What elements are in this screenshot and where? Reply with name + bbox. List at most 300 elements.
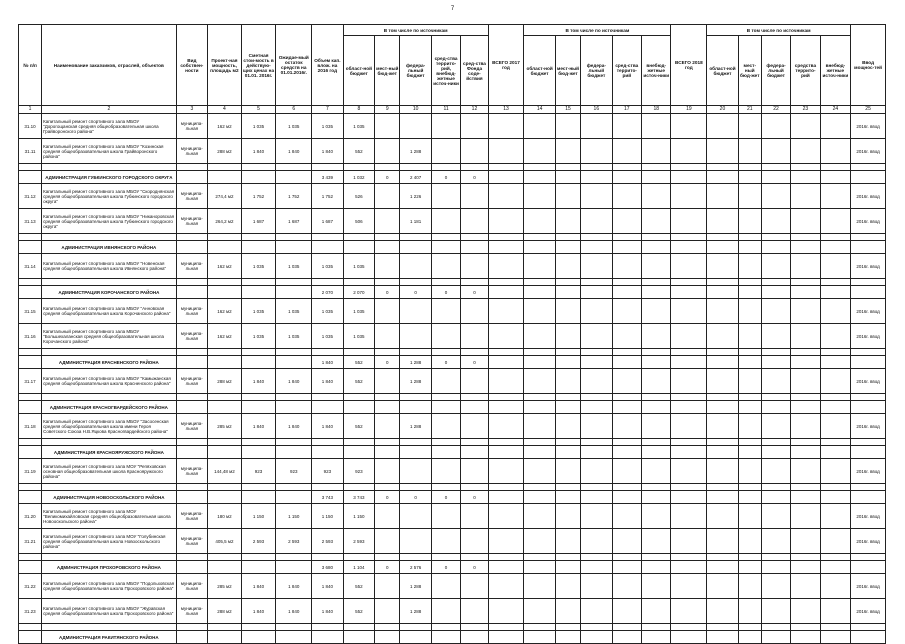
table-cell: 1 840 <box>276 369 312 394</box>
table-cell <box>276 279 312 286</box>
table-cell <box>461 299 488 324</box>
section-row <box>19 631 886 644</box>
table-cell <box>851 164 886 171</box>
table-row <box>19 369 886 394</box>
table-cell <box>820 599 851 624</box>
table-cell <box>431 554 460 561</box>
table-cell <box>524 369 556 394</box>
table-cell: 1 035 <box>343 324 375 349</box>
table-cell <box>555 209 580 234</box>
column-number: 13 <box>488 106 524 114</box>
table-cell <box>42 394 176 401</box>
table-cell <box>19 439 42 446</box>
table-cell <box>461 529 488 554</box>
table-cell <box>431 139 460 164</box>
table-cell <box>524 414 556 439</box>
table-cell <box>400 324 432 349</box>
table-cell <box>761 369 790 394</box>
table-cell <box>208 286 242 299</box>
table-cell <box>612 439 641 446</box>
table-cell <box>671 529 707 554</box>
table-cell <box>488 446 524 459</box>
column-number: 20 <box>707 106 739 114</box>
table-cell <box>241 401 276 414</box>
table-cell: муниципа-льная <box>176 299 208 324</box>
table-cell <box>375 114 400 139</box>
table-cell: 1 840 <box>276 414 312 439</box>
table-cell <box>400 529 432 554</box>
header-local-budget-2017: мест-ный бюд-жет <box>555 36 580 106</box>
table-cell <box>612 401 641 414</box>
table-cell: 1 840 <box>276 599 312 624</box>
table-cell <box>671 631 707 644</box>
table-cell: 1 035 <box>241 254 276 279</box>
table-cell <box>612 446 641 459</box>
table-body <box>19 106 886 644</box>
table-cell <box>375 401 400 414</box>
section-row <box>19 286 886 299</box>
table-cell <box>612 554 641 561</box>
table-cell <box>791 164 820 171</box>
table-cell: муниципа-льная <box>176 504 208 529</box>
table-cell <box>208 401 242 414</box>
table-cell <box>461 254 488 279</box>
table-cell: 0 <box>431 491 460 504</box>
table-cell: 1 035 <box>312 299 344 324</box>
table-cell <box>524 459 556 484</box>
table-cell: 31.13 <box>19 209 42 234</box>
table-cell <box>671 286 707 299</box>
table-cell <box>738 484 761 491</box>
table-cell: 552 <box>343 369 375 394</box>
table-cell <box>642 529 671 554</box>
table-cell: 31.14 <box>19 254 42 279</box>
table-cell <box>851 401 886 414</box>
table-cell <box>241 439 276 446</box>
table-cell <box>524 209 556 234</box>
table-cell <box>761 254 790 279</box>
table-cell <box>19 631 42 644</box>
column-number: 3 <box>176 106 208 114</box>
header-capacity: Проект-ная мощность, площадь м2 <box>208 25 242 106</box>
table-cell <box>431 631 460 644</box>
table-cell <box>312 234 344 241</box>
table-cell <box>276 484 312 491</box>
table-cell: 0 <box>400 286 432 299</box>
table-cell <box>400 241 432 254</box>
table-cell <box>738 279 761 286</box>
table-cell <box>208 164 242 171</box>
table-cell: 1 840 <box>312 356 344 369</box>
table-cell: 1 288 <box>400 139 432 164</box>
table-cell <box>488 574 524 599</box>
table-cell <box>19 561 42 574</box>
table-cell <box>738 114 761 139</box>
table-cell <box>791 561 820 574</box>
table-cell <box>761 356 790 369</box>
table-cell <box>555 164 580 171</box>
table-cell <box>19 401 42 414</box>
table-cell: 1 104 <box>343 561 375 574</box>
table-cell <box>555 184 580 209</box>
table-cell <box>375 349 400 356</box>
table-cell <box>375 459 400 484</box>
table-cell <box>208 241 242 254</box>
table-cell: Капитальный ремонт спортивного зала МБОУ "Никаноровская средняя общеобразовательная школа Губкинского городского округа" <box>42 209 176 234</box>
table-cell <box>488 561 524 574</box>
table-cell <box>176 624 208 631</box>
table-cell <box>642 164 671 171</box>
table-row <box>19 139 886 164</box>
table-cell: муниципа-льная <box>176 459 208 484</box>
table-cell <box>241 279 276 286</box>
table-cell <box>431 414 460 439</box>
spacer-row <box>19 394 886 401</box>
table-cell <box>761 279 790 286</box>
table-cell <box>581 394 613 401</box>
table-cell <box>343 631 375 644</box>
spacer-row <box>19 234 886 241</box>
table-cell: Капитальный ремонт спортивного зала МБОУ "Камыжанская средняя общеобразовательная школа Красненского района" <box>42 369 176 394</box>
table-cell <box>707 529 739 554</box>
table-cell <box>791 504 820 529</box>
table-cell: 0 <box>375 171 400 184</box>
table-cell: АДМИНИСТРАЦИЯ НОВООСКОЛЬСКОГО РАЙОНА <box>42 491 176 504</box>
table-cell: 1 840 <box>276 574 312 599</box>
table-cell <box>375 439 400 446</box>
table-cell <box>431 254 460 279</box>
table-cell <box>42 554 176 561</box>
table-row <box>19 209 886 234</box>
table-cell <box>820 164 851 171</box>
table-cell <box>738 394 761 401</box>
table-cell <box>791 624 820 631</box>
header-offbudget-2017: внебюд-жетные источ-ники <box>642 36 671 106</box>
table-cell <box>791 184 820 209</box>
column-number: 1 <box>19 106 42 114</box>
table-cell <box>208 171 242 184</box>
table-cell <box>276 171 312 184</box>
table-cell <box>791 114 820 139</box>
table-cell <box>343 554 375 561</box>
table-cell <box>820 491 851 504</box>
table-cell <box>851 446 886 459</box>
column-number: 14 <box>524 106 556 114</box>
table-cell <box>581 349 613 356</box>
table-cell <box>312 401 344 414</box>
table-cell <box>375 234 400 241</box>
table-cell <box>820 209 851 234</box>
table-cell <box>612 234 641 241</box>
table-cell <box>208 631 242 644</box>
table-cell <box>431 279 460 286</box>
table-cell <box>375 184 400 209</box>
table-cell <box>208 491 242 504</box>
table-cell: 1 840 <box>312 574 344 599</box>
commissioning-cell: 2016г. ввод <box>851 324 886 349</box>
table-cell <box>642 491 671 504</box>
table-cell <box>488 631 524 644</box>
table-cell: 0 <box>431 171 460 184</box>
table-cell <box>524 574 556 599</box>
table-cell <box>761 459 790 484</box>
table-cell <box>738 554 761 561</box>
table-cell <box>400 446 432 459</box>
table-cell <box>612 631 641 644</box>
table-cell <box>343 234 375 241</box>
table-cell <box>671 504 707 529</box>
table-cell <box>400 349 432 356</box>
table-cell: АДМИНИСТРАЦИЯ КРАСНОЯРУЖСКОГО РАЙОНА <box>42 446 176 459</box>
table-cell <box>524 446 556 459</box>
table-cell <box>612 369 641 394</box>
table-cell: 180 м2 <box>208 504 242 529</box>
table-cell <box>612 286 641 299</box>
table-cell <box>738 299 761 324</box>
commissioning-cell: 2016г. ввод <box>851 299 886 324</box>
table-cell <box>581 114 613 139</box>
column-number: 5 <box>241 106 276 114</box>
table-cell <box>791 171 820 184</box>
table-cell: 31.18 <box>19 414 42 439</box>
table-cell <box>176 241 208 254</box>
table-cell <box>400 631 432 644</box>
table-cell <box>707 624 739 631</box>
table-cell <box>581 279 613 286</box>
table-cell <box>642 324 671 349</box>
column-number: 17 <box>612 106 641 114</box>
table-cell <box>581 484 613 491</box>
table-cell <box>375 139 400 164</box>
table-cell: АДМИНИСТРАЦИЯ ПРОХОРОВСКОГО РАЙОНА <box>42 561 176 574</box>
table-row <box>19 599 886 624</box>
table-cell: 1 035 <box>343 254 375 279</box>
table-cell <box>555 349 580 356</box>
table-cell: муниципа-льная <box>176 414 208 439</box>
table-cell: 1 840 <box>312 599 344 624</box>
table-cell <box>581 529 613 554</box>
table-cell <box>761 286 790 299</box>
table-cell: Капитальный ремонт спортивного зала МБОУ "Засосенская средняя общеобразовательная школа имени Героя Советского Союза Н.В.Яцкова Красногвардейского района" <box>42 414 176 439</box>
table-cell: 923 <box>241 459 276 484</box>
table-cell <box>19 394 42 401</box>
table-cell <box>241 164 276 171</box>
table-cell <box>400 279 432 286</box>
table-cell: муниципа-льная <box>176 369 208 394</box>
table-cell <box>343 349 375 356</box>
table-cell: 923 <box>276 459 312 484</box>
table-cell <box>671 459 707 484</box>
table-cell: 31.17 <box>19 369 42 394</box>
table-cell <box>488 401 524 414</box>
table-cell <box>671 554 707 561</box>
table-cell: 552 <box>343 574 375 599</box>
table-cell: 405,5 м2 <box>208 529 242 554</box>
table-cell <box>461 414 488 439</box>
table-cell: АДМИНИСТРАЦИЯ КРАСНОГВАРДЕЙСКОГО РАЙОНА <box>42 401 176 414</box>
spacer-row <box>19 349 886 356</box>
table-cell <box>820 631 851 644</box>
table-cell <box>488 286 524 299</box>
table-cell <box>524 491 556 504</box>
table-cell <box>488 394 524 401</box>
table-cell <box>581 459 613 484</box>
table-cell <box>612 624 641 631</box>
commissioning-cell: 2016г. ввод <box>851 574 886 599</box>
table-cell <box>738 401 761 414</box>
table-cell <box>671 574 707 599</box>
table-cell <box>524 561 556 574</box>
header-volume-2016: Объем кап. влож. на 2016 год <box>312 25 344 106</box>
table-cell <box>343 164 375 171</box>
commissioning-cell: 2016г. ввод <box>851 414 886 439</box>
table-cell <box>176 394 208 401</box>
commissioning-cell: 2016г. ввод <box>851 529 886 554</box>
table-cell <box>671 324 707 349</box>
table-cell <box>642 279 671 286</box>
table-cell <box>851 171 886 184</box>
section-row <box>19 356 886 369</box>
table-cell <box>612 356 641 369</box>
table-cell <box>19 484 42 491</box>
table-cell: 31.11 <box>19 139 42 164</box>
table-cell: 552 <box>343 414 375 439</box>
table-cell <box>488 114 524 139</box>
table-cell <box>581 356 613 369</box>
table-cell <box>241 631 276 644</box>
table-cell <box>431 459 460 484</box>
table-cell <box>312 631 344 644</box>
table-cell: 31.21 <box>19 529 42 554</box>
table-cell <box>671 234 707 241</box>
table-cell: 1 035 <box>276 114 312 139</box>
header-group-2018: В том числе по источникам <box>707 25 851 36</box>
header-name: Наименование заказчиков, отраслей, объектов <box>42 25 176 106</box>
table-cell <box>851 356 886 369</box>
table-cell: 0 <box>400 491 432 504</box>
table-cell <box>42 484 176 491</box>
table-cell <box>851 241 886 254</box>
table-cell <box>791 529 820 554</box>
table-cell: 3 680 <box>312 561 344 574</box>
table-cell <box>524 356 556 369</box>
table-cell: Капитальный ремонт спортивного зала МБОУ "Скороднянская средняя общеобразовательная школа Губкинского городского округа" <box>42 184 176 209</box>
table-row <box>19 414 886 439</box>
table-cell <box>555 439 580 446</box>
table-cell <box>642 254 671 279</box>
table-cell <box>671 439 707 446</box>
header-number: № п/п <box>19 25 42 106</box>
column-number: 16 <box>581 106 613 114</box>
table-cell <box>791 234 820 241</box>
table-cell <box>791 401 820 414</box>
table-cell <box>820 624 851 631</box>
table-cell <box>612 254 641 279</box>
column-number-row <box>19 106 886 114</box>
table-cell <box>791 394 820 401</box>
table-cell <box>851 554 886 561</box>
section-row <box>19 491 886 504</box>
table-cell <box>555 299 580 324</box>
table-cell: 1 035 <box>241 299 276 324</box>
table-cell <box>488 234 524 241</box>
table-cell <box>276 394 312 401</box>
table-cell <box>343 279 375 286</box>
table-cell: Капитальный ремонт спортивного зала МБОУ "Новенская средняя общеобразовательная школа Ивнянского района" <box>42 254 176 279</box>
column-number: 4 <box>208 106 242 114</box>
table-cell <box>581 561 613 574</box>
table-cell <box>761 401 790 414</box>
table-cell <box>524 139 556 164</box>
table-cell <box>581 324 613 349</box>
table-cell: АДМИНИСТРАЦИЯ ГУБКИНСКОГО ГОРОДСКОГО ОКРУГА <box>42 171 176 184</box>
table-cell <box>642 299 671 324</box>
table-cell <box>488 139 524 164</box>
table-cell: 1 288 <box>400 356 432 369</box>
table-cell: АДМИНИСТРАЦИЯ КОРОЧАНСКОГО РАЙОНА <box>42 286 176 299</box>
table-cell <box>642 574 671 599</box>
table-cell <box>555 241 580 254</box>
table-cell <box>707 414 739 439</box>
table-cell: 0 <box>461 286 488 299</box>
table-cell <box>524 599 556 624</box>
table-cell <box>642 504 671 529</box>
table-cell <box>375 369 400 394</box>
table-cell: 0 <box>461 356 488 369</box>
table-cell <box>851 349 886 356</box>
table-row <box>19 459 886 484</box>
table-cell <box>642 349 671 356</box>
table-cell <box>176 491 208 504</box>
table-cell <box>461 484 488 491</box>
table-cell <box>581 574 613 599</box>
table-cell <box>642 599 671 624</box>
table-cell <box>791 324 820 349</box>
table-cell: 2 576 <box>400 561 432 574</box>
table-cell <box>642 631 671 644</box>
table-cell <box>642 414 671 439</box>
header-total-2017: ВСЕГО 2017 год <box>488 25 524 106</box>
table-cell <box>791 599 820 624</box>
table-cell: 31.19 <box>19 459 42 484</box>
table-cell <box>820 401 851 414</box>
table-cell: 1 840 <box>312 414 344 439</box>
table-cell: 1 840 <box>241 599 276 624</box>
spacer-row <box>19 624 886 631</box>
table-cell <box>555 401 580 414</box>
table-cell <box>820 234 851 241</box>
table-cell <box>761 624 790 631</box>
table-cell <box>671 561 707 574</box>
table-cell <box>791 286 820 299</box>
header-local-budget-2018: мест-ный бюд-жет <box>738 36 761 106</box>
table-cell <box>581 599 613 624</box>
table-cell: 1 226 <box>400 184 432 209</box>
table-cell <box>488 299 524 324</box>
table-cell <box>555 529 580 554</box>
table-cell: 162 м2 <box>208 114 242 139</box>
table-cell: 1 840 <box>241 414 276 439</box>
header-offbudget-2018: внебюд-жетные источ-ники <box>820 36 851 106</box>
column-number: 2 <box>42 106 176 114</box>
table-cell: 1 288 <box>400 574 432 599</box>
table-cell <box>671 446 707 459</box>
table-cell <box>761 561 790 574</box>
table-cell <box>19 286 42 299</box>
table-cell: 1 035 <box>312 114 344 139</box>
table-cell <box>524 324 556 349</box>
table-cell <box>761 299 790 324</box>
